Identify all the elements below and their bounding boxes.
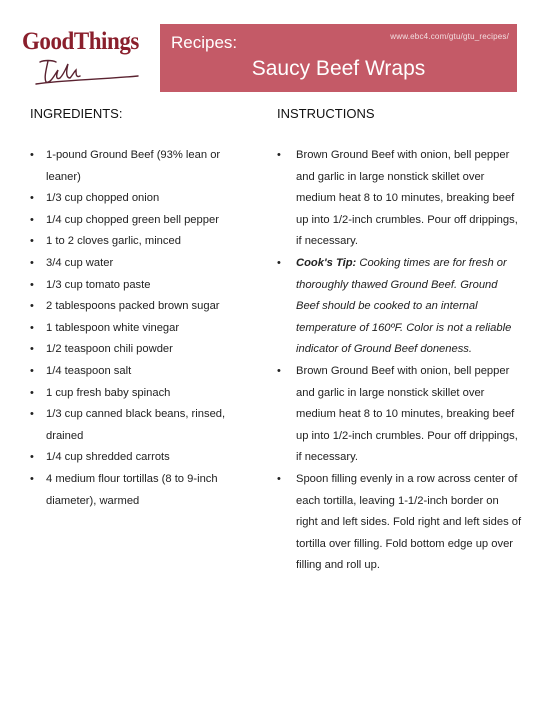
list-item [30,318,255,340]
bullet-icon: • [30,213,34,226]
step-text: Spoon filling evenly in a row across center of each tortilla, leaving 1-1/2-inch border on right and left sides. Fold right and left sides of tortilla over filling. Fold bottom edge up over filling and roll up. [296,472,522,572]
ingredient-text: 1 to 2 cloves garlic, minced [46,235,181,248]
ingredient-text: 1/2 teaspoon chili powder [46,343,173,356]
bullet-icon: • [30,278,34,291]
list-item [30,231,255,253]
instructions-list [277,145,522,577]
list-item [30,404,255,447]
good-things-utah-logo [22,28,147,88]
tip-label: Cook's Tip: [296,256,357,269]
list-item [30,296,255,318]
bullet-icon: • [30,472,34,485]
bullet-icon: • [30,408,34,421]
bullet-icon: • [30,256,34,269]
bullet-icon: • [30,321,34,334]
bullet-icon: • [30,300,34,313]
ingredient-text: 1/3 cup tomato paste [46,278,151,291]
bullet-icon: • [30,235,34,248]
ingredient-text: 1-pound Ground Beef (93% lean or leaner) [46,149,221,183]
list-item [30,253,255,275]
list-item [30,361,255,383]
ingredient-text: 1/4 cup shredded carrots [46,451,170,464]
ingredient-text: 1/3 cup canned black beans, rinsed, drained [46,408,226,442]
logo-wordmark: GoodThings [22,28,139,55]
ingredient-text: 1/4 cup chopped green bell pepper [46,213,219,226]
instructions-heading: INSTRUCTIONS [277,106,375,121]
ingredients-section [30,105,255,512]
list-item [30,210,255,232]
bullet-icon: • [277,256,281,269]
ingredient-text: 4 medium flour tortillas (8 to 9-inch diameter), warmed [46,472,218,507]
list-item [30,469,255,512]
ingredient-text: 1 cup fresh baby spinach [46,386,171,399]
step-text: Brown Ground Beef with onion, bell pepper and garlic in large nonstick skillet over medium heat 8 to 10 minutes, breaking beef up into 1/2-inch crumbles. Pour off drippings, if necessary. [296,364,518,464]
instructions-section [277,105,522,577]
ingredient-text: 1 tablespoon white vinegar [46,321,180,334]
ingredient-text: 2 tablespoons packed brown sugar [46,300,220,313]
bullet-icon: • [277,149,281,161]
website-url[interactable]: www.ebc4.com/gtu/gtu_recipes/ [390,32,509,41]
bullet-icon: • [30,451,34,464]
ingredients-list [30,145,255,512]
bullet-icon: • [277,364,281,377]
section-label: Recipes: [171,33,238,52]
instruction-step [277,361,522,469]
list-item [30,339,255,361]
instruction-step [277,469,522,577]
bullet-icon: • [30,386,34,399]
ingredient-text: 1/3 cup chopped onion [46,192,160,205]
tip-text: Cooking times are for fresh or thoroughly thawed Ground Beef. Ground Beef should be cooked to an internal temperature of 160ºF. Color is not a reliable indicator of Ground Beef doneness. [296,256,512,356]
ingredient-text: 1/4 teaspoon salt [46,364,132,377]
list-item [30,383,255,405]
list-item [30,447,255,469]
step-text: Brown Ground Beef with onion, bell pepper and garlic in large nonstick skillet over medium heat 8 to 10 minutes, breaking beef up into 1/2-inch crumbles. Pour off drippings, if necessary. [296,149,518,248]
cooks-tip [277,253,522,361]
logo-script-signature [34,58,144,90]
ingredients-heading: INGREDIENTS: [30,106,123,121]
bullet-icon: • [30,192,34,205]
recipe-title: Saucy Beef Wraps [251,57,426,80]
bullet-icon: • [30,149,34,161]
list-item [30,275,255,297]
ingredient-text: 3/4 cup water [46,256,114,269]
list-item [30,188,255,210]
bullet-icon: • [30,364,34,377]
recipe-header-banner [160,24,517,92]
list-item [30,145,255,188]
bullet-icon: • [30,343,34,356]
instruction-step [277,145,522,253]
bullet-icon: • [277,472,281,485]
